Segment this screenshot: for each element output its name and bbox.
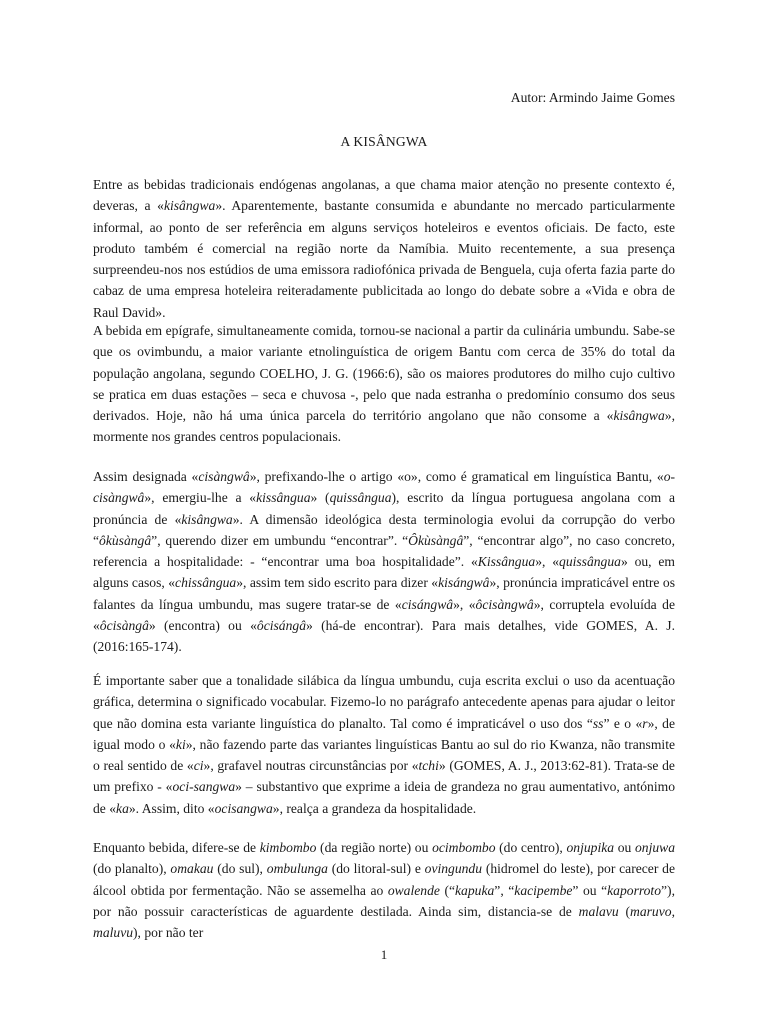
text-run: », mormente nos grandes centros populacionais. [93, 408, 675, 445]
text-run: » (GOMES, A. J., 2013:62-81). Trata-se de um prefixo - « [93, 758, 675, 795]
text-run: ), por não ter [133, 925, 204, 941]
text-run: », realça a grandeza da hospitalidade. [272, 800, 477, 816]
italic-term: ôcisángâ [256, 618, 306, 634]
italic-term: kisángwâ [438, 575, 490, 591]
author-line: Autor: Armindo Jaime Gomes [510, 90, 675, 105]
text-run: Assim designada « [93, 469, 199, 484]
italic-term: Ôkùsàngâ [408, 532, 464, 548]
text-run: », não fazendo parte das variantes linguísticas Bantu ao sul do rio Kwanza, não transmite o real sentido de « [93, 736, 675, 774]
text-run: (hidromel do leste), por carecer de álcool obtida por fermentação. Não se assemelha ao [93, 861, 675, 898]
italic-term: ki [175, 736, 186, 752]
italic-term: kapuka [455, 882, 495, 898]
text-run: ou [614, 840, 635, 855]
text-run: », « [535, 554, 560, 570]
italic-term: ss [592, 715, 604, 731]
text-run: ». A dimensão ideológica desta terminologia evolui da corrupção do verbo “ [93, 511, 675, 548]
text-run: ». Assim, dito « [128, 800, 215, 816]
italic-term: kisângwa [181, 511, 233, 527]
italic-term: omakau [170, 861, 214, 877]
text-run: », de igual modo o « [93, 715, 675, 752]
italic-term: ocisangwa [214, 800, 273, 816]
text-run: » (encontra) ou « [148, 618, 257, 634]
text-run: ( [618, 903, 631, 919]
italic-term: ocimbombo [432, 840, 496, 855]
text-run: » – substantivo que exprime a ideia de grandeza no grau aumentativo, antónimo de « [93, 779, 675, 816]
italic-term: malavu [578, 903, 619, 919]
text-run: ”, “encontrar algo”, no caso concreto, referencia a hospitalidade: - “encontrar uma boa hospitalidade”. « [93, 532, 675, 570]
italic-term: oci-sangwa [172, 779, 236, 795]
text-run: », « [453, 596, 476, 612]
italic-term: ôkùsàngâ [99, 532, 152, 548]
text-run: ” ou “ [572, 882, 608, 898]
text-run: (“ [439, 882, 456, 898]
italic-term: onjuwa [634, 840, 676, 855]
text-run: Enquanto bebida, difere-se de [93, 840, 260, 855]
text-run: (do planalto), [93, 861, 171, 877]
text-run: », pronúncia impraticável entre os falantes da língua umbundu, mas sugere tratar-se de « [93, 575, 675, 612]
paragraph-1 [93, 174, 675, 323]
italic-term: ovingundu [424, 861, 483, 877]
italic-term: maruvo [630, 903, 672, 919]
page-number: 1 [380, 947, 388, 962]
paragraph-2 [93, 320, 675, 448]
italic-term: ci [193, 758, 204, 774]
italic-term: ôcisàngwâ [475, 596, 534, 612]
italic-term: ôcisàngâ [99, 618, 149, 634]
italic-term: onjupika [566, 840, 615, 855]
text-run: », prefixando-lhe o artigo «o», como é gramatical em linguística Bantu, « [249, 469, 664, 484]
italic-term: cisángwâ [401, 596, 454, 612]
italic-term: Kissângua [477, 554, 536, 570]
italic-term: kisângwa [613, 408, 665, 424]
italic-term: ombulunga [266, 861, 328, 877]
text-run: (do centro), [495, 840, 567, 855]
italic-term: o-cisàngwâ [93, 469, 676, 506]
text-run: (da região norte) ou [316, 840, 433, 855]
text-run: , [671, 903, 675, 919]
italic-term: quissângua [559, 554, 621, 570]
text-run: », grafavel noutras circunstâncias por « [203, 758, 419, 774]
text-run: ), escrito da língua portuguesa angolana com a pronúncia de « [93, 490, 675, 527]
italic-term: maluvu [93, 925, 134, 941]
text-run: », emergiu-lhe a « [144, 490, 257, 506]
text-run: É importante saber que a tonalidade silábica da língua umbundu, cuja escrita exclui o uso da acentuação gráfica, determina o significado vocabular. Fizemo-lo no parágrafo antecedente apenas para ajudar o leitor que não domina esta variante linguística do planalto. Tal como é impraticável o uso dos “ [93, 673, 675, 731]
italic-term: kaporroto [607, 882, 662, 898]
text-run: ” e o « [603, 715, 643, 731]
italic-term: kisângwa [163, 198, 216, 214]
document-page [93, 0, 675, 1024]
text-run: », corruptela evoluída de « [93, 596, 675, 634]
italic-term: quissângua [329, 490, 392, 506]
text-run: » ou, em alguns casos, « [93, 554, 675, 591]
paragraph-3 [93, 466, 675, 658]
italic-term: chissângua [175, 575, 237, 591]
document-title: A KISÂNGWA [340, 134, 428, 149]
paragraph-5 [93, 837, 675, 943]
italic-term: kimbombo [259, 840, 317, 855]
text-run: ”, querendo dizer em umbundu “encontrar”. “ [151, 532, 409, 548]
italic-term: kissângua [256, 490, 311, 506]
text-run: ”, “ [494, 882, 515, 898]
text-run: ”), por não possuir características de aguardente destilada. Ainda sim, distancia-se de [93, 882, 675, 919]
italic-term: cisàngwâ [198, 469, 250, 484]
text-run: ». Aparentemente, bastante consumida e abundante no mercado particularmente informal, ao ponto de ser referência em alguns serviços hoteleiros e eventos oficiais. De facto, este produto também é comercial na região norte da Namíbia. Muito recentemente, a sua presença surpreendeu-nos nos estúdios de uma emissora radiofónica privada de Benguela, cuja oferta fazia parte do cabaz de uma empresa hoteleira reiteradamente publicitada ao longo do debate sobre a «Vida e obra de Raul David». [93, 198, 675, 320]
text-run: (do litoral-sul) e [327, 861, 425, 877]
paragraph-4 [93, 670, 675, 819]
italic-term: ka [116, 800, 129, 816]
text-run: Entre as bebidas tradicionais endógenas angolanas, a que chama maior atenção no presente contexto é, deveras, a « [93, 177, 675, 214]
text-run: » ( [310, 490, 330, 506]
text-run: » (há-de encontrar). Para mais detalhes, vide GOMES, A. J. (2016:165-174). [93, 618, 675, 655]
italic-term: tchi [418, 758, 439, 774]
text-run: A bebida em epígrafe, simultaneamente comida, tornou-se nacional a partir da culinária umbundu. Sabe-se que os ovimbundu, a maior variante etnolinguística de origem Bantu com cerca de 35% do total da população angolana, segundo COELHO, J. G. (1966:6), são os maiores produtores do milho cujo cultivo se pratica em duas estações – seca e chuvosa -, pelo que nada estranha o predomínio consumo dos seus derivados. Hoje, não há uma única parcela do território angolano que não consome a « [93, 323, 675, 424]
text-run: », assim tem sido escrito para dizer « [236, 575, 439, 591]
text-run: (do sul), [213, 861, 267, 877]
italic-term: r [642, 715, 648, 731]
italic-term: kacipembe [514, 882, 573, 898]
italic-term: owalende [387, 882, 440, 898]
